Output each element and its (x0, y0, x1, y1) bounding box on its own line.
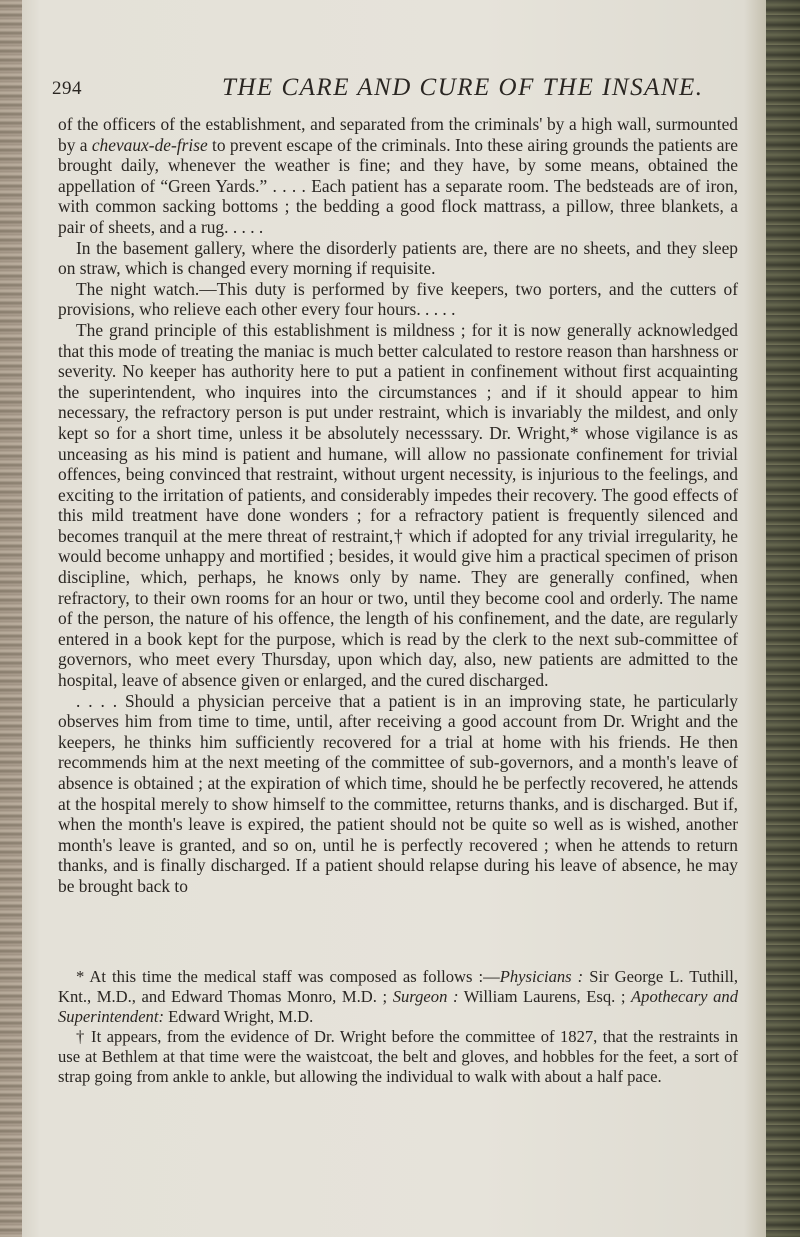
text-run: . . . . Should a physician perceive that a patient is in an improving state, he particularly observes him from time to time, until, after receiving a good account from Dr. Wright and the keepers, he thinks him sufficiently recovered for a trial at home with his friends. He then recommends him at the next meeting of the committee of sub-governors, and a month's leave of absence is obtained ; at the expiration of which time, should he be perfectly recovered, he attends at the hospital merely to show himself to the committee, returns thanks, and is discharged. But if, when the month's leave is expired, the patient should not be quite so well as is wished, another month's leave is granted, and so on, until he is perfectly recovered ; when he attends to return thanks, and is finally discharged. If a patient should relapse during his leave of absence, he may be brought back to (58, 690, 738, 896)
paragraph (58, 691, 738, 897)
text-run: In the basement gallery, where the disorderly patients are, there are no sheets, and they sleep on straw, which is changed every morning if requisite. (58, 237, 738, 279)
paragraph (58, 279, 738, 320)
page-header (52, 74, 752, 108)
text-run: of the officers of the establishment, and separated from the criminals' by a high wall, surmounted by a (58, 114, 738, 155)
text-run: The grand principle of this establishment is mildness ; for it is now generally acknowledged that this mode of treating the maniac is much better calculated to restore reason than harshness or severity. No keeper has authority here to put a patient in confinement without first acquainting the superintendent, who inquires into the circumstances ; and if it should appear to him necessary, the refractory person is put under restraint, which is invariably the mildest, and only kept so for a short time, unless it be absolutely necesssary. Dr. Wright,* whose vigilance is as unceasing as his mind is patient and humane, will allow no passionate confinement for trivial offences, being convinced that restraint, without urgent necessity, is injurious to the feelings, and exciting to the irritation of patients, and considerably impedes their recovery. The good effects of this mild treatment have done wonders ; for a refractory patient is frequently silenced and becomes tranquil at the mere threat of restraint,† which if adopted for any trivial irregularity, he would become unhappy and mortified ; besides, it would give him a practical specimen of prison discipline, which, perhaps, he knows only by name. They are generally confined, when refractory, to their own rooms for an hour or two, until they become cool and orderly. The name of the person, the nature of his offence, the length of his confinement, and the date, are regularly entered in a book kept for the purpose, which is read by the clerk to the next sub-committee of governors, who meet every Thursday, upon which day, also, new patients are admitted to the hospital, leave of absence given or enlarged, and the cured discharged. (58, 319, 738, 691)
body-text (58, 114, 738, 897)
page-edge-right (766, 0, 800, 1237)
footnote (58, 1027, 738, 1087)
italic-text: Apothecary and Superintendent: (58, 987, 738, 1026)
footnotes (58, 967, 738, 1087)
text-run: William Laurens, Esq. ; (458, 987, 632, 1006)
italic-text: Surgeon : (392, 987, 459, 1006)
text-run: † It appears, from the evidence of Dr. Wright before the committee of 1827, that the restraints in use at Bethlem at that time were the waistcoat, the belt and gloves, and hobbles for the feet, a sort of strap going from ankle to ankle, but allowing the individual to walk with about a half pace. (58, 1027, 738, 1086)
paragraph (58, 114, 738, 238)
italic-text: chevaux-de-frise (91, 134, 208, 155)
page-number: 294 (52, 78, 82, 99)
italic-text: Physicians : (499, 967, 584, 986)
text-run: * At this time the medical staff was composed as follows :— (76, 967, 500, 986)
paragraph (58, 238, 738, 279)
text-run: Sir George L. Tuthill, Knt., M.D., and Edward Thomas Monro, M.D. ; (58, 967, 738, 1006)
footnote (58, 967, 738, 1027)
text-run: to prevent escape of the criminals. Into these airing grounds the patients are brought daily, whenever the weather is fine; and they have, by some means, obtained the appellation of “Green Yards.” . . . . Each patient has a separate room. The bedsteads are of iron, with common sacking bottoms ; the bedding a good flock mattrass, a pillow, three blankets, a pair of sheets, and a rug. . . . . (58, 134, 738, 237)
paragraph (58, 320, 738, 691)
page-edge-left (0, 0, 22, 1237)
text-run: The night watch.—This duty is performed by five keepers, two porters, and the cutters of provisions, who relieve each other every four hours. . . . . (58, 278, 738, 320)
text-run: Edward Wright, M.D. (164, 1007, 314, 1026)
running-title: THE CARE AND CURE OF THE INSANE. (222, 74, 704, 101)
